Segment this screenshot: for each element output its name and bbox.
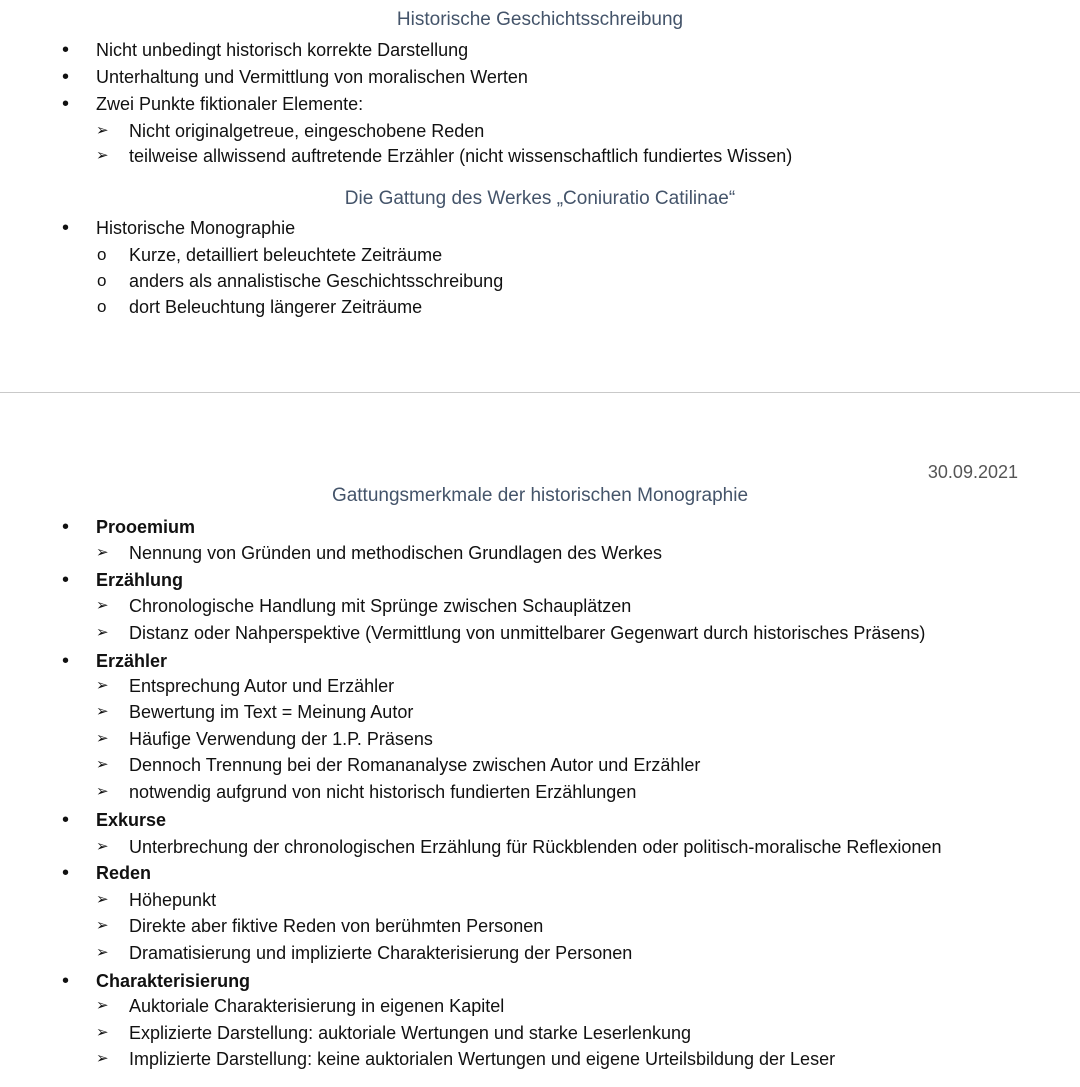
list-item-text: Nicht unbedingt historisch korrekte Darstellung bbox=[96, 40, 469, 60]
section-title-text: Erzählung bbox=[96, 570, 184, 590]
sub-list-item-text: Auktoriale Charakterisierung in eigenen Kapitel bbox=[129, 996, 505, 1016]
sub-list-item-text: Kurze, detailliert beleuchtete Zeiträume bbox=[129, 245, 443, 265]
sub-list-item-text: Höhepunkt bbox=[129, 890, 217, 910]
arrow-bullet-icon: ➢ bbox=[96, 783, 109, 800]
bullet-icon: • bbox=[62, 66, 70, 88]
arrow-bullet-icon: ➢ bbox=[96, 891, 109, 908]
sub-list-item-text: Explizierte Darstellung: auktoriale Wertungen und starke Leserlenkung bbox=[129, 1023, 691, 1043]
arrow-bullet-icon: ➢ bbox=[96, 1050, 109, 1067]
section-title-text: Reden bbox=[96, 863, 152, 883]
arrow-bullet-icon: ➢ bbox=[96, 917, 109, 934]
sub-list-item-text: Distanz oder Nahperspektive (Vermittlung von unmittelbarer Gegenwart durch historisches Präsens) bbox=[129, 623, 926, 643]
circle-bullet-icon: o bbox=[97, 271, 107, 290]
heading-gattungsmerkmale: Gattungsmerkmale der historischen Monographie bbox=[331, 485, 749, 506]
bullet-icon: • bbox=[62, 569, 70, 591]
sub-list-item-text: Dramatisierung und implizierte Charakterisierung der Personen bbox=[129, 943, 633, 963]
arrow-bullet-icon: ➢ bbox=[96, 624, 109, 641]
list-item-text: Zwei Punkte fiktionaler Elemente: bbox=[96, 94, 364, 114]
bullet-icon: • bbox=[62, 650, 70, 672]
arrow-bullet-icon: ➢ bbox=[96, 730, 109, 747]
circle-bullet-icon: o bbox=[97, 297, 107, 316]
section-title-text: Charakterisierung bbox=[96, 971, 251, 991]
bullet-icon: • bbox=[62, 862, 70, 884]
arrow-bullet-icon: ➢ bbox=[96, 703, 109, 720]
page-divider bbox=[0, 392, 1080, 393]
sub-list-item-text: Entsprechung Autor und Erzähler bbox=[129, 676, 395, 696]
section-title-text: Erzähler bbox=[96, 651, 168, 671]
sub-list-item-text: teilweise allwissend auftretende Erzähler (nicht wissenschaftlich fundiertes Wissen) bbox=[129, 146, 793, 166]
sub-list-item-text: Direkte aber fiktive Reden von berühmten Personen bbox=[129, 916, 544, 936]
page-date: 30.09.2021 bbox=[927, 462, 1018, 482]
sub-list-item-text: Nicht originalgetreue, eingeschobene Reden bbox=[129, 121, 485, 141]
arrow-bullet-icon: ➢ bbox=[96, 838, 109, 855]
sub-list-item-text: Bewertung im Text = Meinung Autor bbox=[129, 702, 414, 722]
arrow-bullet-icon: ➢ bbox=[96, 1024, 109, 1041]
sub-list-item-text: Häufige Verwendung der 1.P. Präsens bbox=[129, 729, 433, 749]
heading-gattung-des-werkes: Die Gattung des Werkes „Coniuratio Catilinae“ bbox=[344, 188, 736, 209]
sub-list-item-text: anders als annalistische Geschichtsschreibung bbox=[129, 271, 504, 291]
arrow-bullet-icon: ➢ bbox=[96, 147, 109, 164]
arrow-bullet-icon: ➢ bbox=[96, 677, 109, 694]
arrow-bullet-icon: ➢ bbox=[96, 756, 109, 773]
section-title-text: Prooemium bbox=[96, 517, 196, 537]
sub-list-item-text: notwendig aufgrund von nicht historisch fundierten Erzählungen bbox=[129, 782, 637, 802]
bullet-icon: • bbox=[62, 93, 70, 115]
sub-list-item-text: Dennoch Trennung bei der Romananalyse zwischen Autor und Erzähler bbox=[129, 755, 701, 775]
list-item-text: Historische Monographie bbox=[96, 218, 296, 238]
heading-historische-geschichtsschreibung: Historische Geschichtsschreibung bbox=[396, 9, 684, 30]
arrow-bullet-icon: ➢ bbox=[96, 997, 109, 1014]
arrow-bullet-icon: ➢ bbox=[96, 597, 109, 614]
circle-bullet-icon: o bbox=[97, 245, 107, 264]
section-title-text: Exkurse bbox=[96, 810, 167, 830]
bullet-icon: • bbox=[62, 39, 70, 61]
sub-list-item-text: Unterbrechung der chronologischen Erzählung für Rückblenden oder politisch-moralische Reflexionen bbox=[129, 837, 942, 857]
list-item-text: Unterhaltung und Vermittlung von moralischen Werten bbox=[96, 67, 528, 87]
sub-list-item-text: dort Beleuchtung längerer Zeiträume bbox=[129, 297, 423, 317]
arrow-bullet-icon: ➢ bbox=[96, 122, 109, 139]
arrow-bullet-icon: ➢ bbox=[96, 544, 109, 561]
bullet-icon: • bbox=[62, 516, 70, 538]
arrow-bullet-icon: ➢ bbox=[96, 944, 109, 961]
bullet-icon: • bbox=[62, 217, 70, 239]
sub-list-item-text: Nennung von Gründen und methodischen Grundlagen des Werkes bbox=[129, 543, 663, 563]
sub-list-item-text: Chronologische Handlung mit Sprünge zwischen Schauplätzen bbox=[129, 596, 632, 616]
bullet-icon: • bbox=[62, 970, 70, 992]
sub-list-item-text: Implizierte Darstellung: keine auktorialen Wertungen und eigene Urteilsbildung der Leser bbox=[129, 1049, 836, 1069]
bullet-icon: • bbox=[62, 809, 70, 831]
